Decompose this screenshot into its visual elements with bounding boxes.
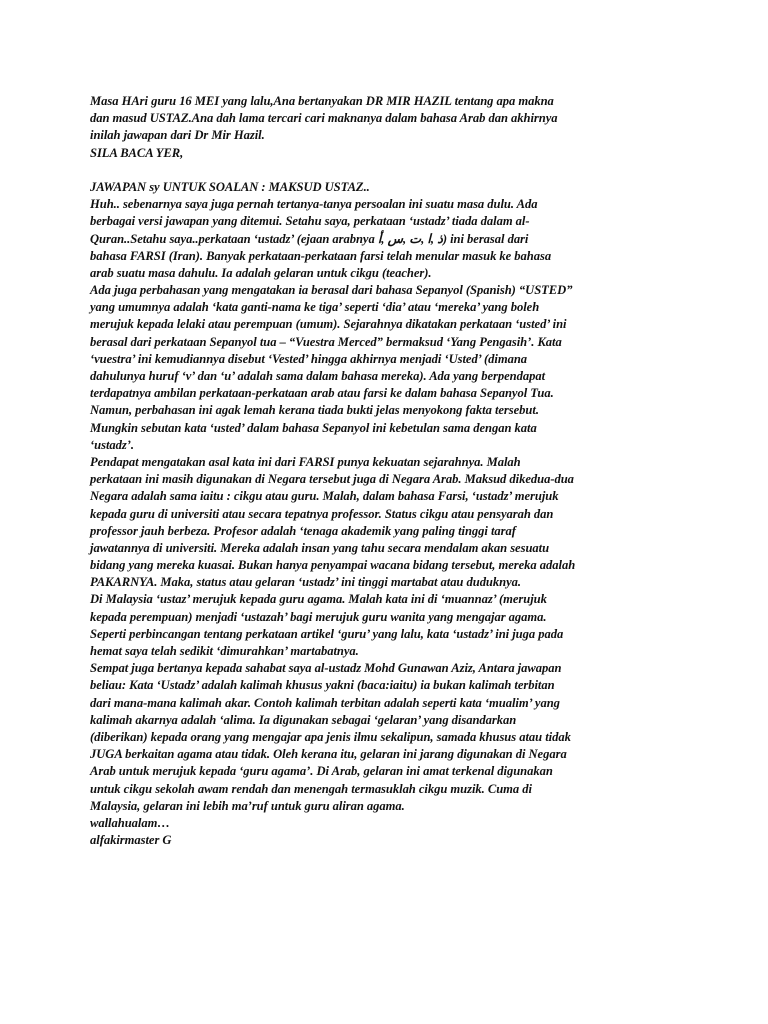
text-line: jawatannya di universiti. Mereka adalah insan yang tahu secara mendalam akan sesuatu <box>90 540 550 555</box>
text-line: bidang yang mereka kuasai. Bukan hanya penyampai wacana bidang tersebut, mereka adalah <box>90 558 576 573</box>
text-line: Namun, perbahasan ini agak lemah kerana tiada bukti jelas menyokong fakta tersebut. <box>90 403 539 418</box>
text-line: arab suatu masa dahulu. Ia adalah gelaran untuk cikgu (teacher). <box>90 265 432 280</box>
text-line: terdapatnya ambilan perkataan-perkataan arab atau farsi ke dalam bahasa Sepanyol Tua. <box>90 386 554 401</box>
text-line: merujuk kepada lelaki atau perempuan (umum). Sejarahnya dikatakan perkataan ‘usted’ ini <box>90 317 567 332</box>
text-line: JUGA berkaitan agama atau tidak. Oleh kerana itu, gelaran ini jarang digunakan di Negara <box>90 747 567 762</box>
text-line: JAWAPAN sy UNTUK SOALAN : MAKSUD USTAZ.. <box>90 179 370 194</box>
text-line: alfakirmaster G <box>90 833 172 848</box>
text-line: kepada guru di universiti atau secara tepatnya professor. Status cikgu atau pensyarah dan <box>90 506 554 521</box>
text-line: Malaysia, gelaran ini lebih ma’ruf untuk guru aliran agama. <box>90 798 405 813</box>
text-line: SILA BACA YER, <box>90 145 184 160</box>
text-line: Ada juga perbahasan yang mengatakan ia berasal dari bahasa Sepanyol (Spanish) “USTED” <box>90 283 573 298</box>
text-line: bahasa FARSI (Iran). Banyak perkataan-perkataan farsi telah menular masuk ke bahasa <box>90 248 552 263</box>
text-line: Di Malaysia ‘ustaz’ merujuk kepada guru agama. Malah kata ini di ‘muannaz’ (merujuk <box>90 592 547 607</box>
text-line: berbagai versi jawapan yang ditemui. Setahu saya, perkataan ‘ustadz’ tiada dalam al- <box>90 214 530 229</box>
text-line: Negara adalah sama iaitu : cikgu atau guru. Malah, dalam bahasa Farsi, ‘ustadz’ merujuk <box>90 489 559 504</box>
text-line: Pendapat mengatakan asal kata ini dari FARSI punya kekuatan sejarahnya. Malah <box>90 454 521 469</box>
blank-line <box>90 162 680 179</box>
text-line: dan masud USTAZ.Ana dah lama tercari cari maknanya dalam bahasa Arab dan akhirnya <box>90 111 558 126</box>
text-line: Seperti perbincangan tentang perkataan artikel ‘guru’ yang lalu, kata ‘ustadz’ ini juga pada <box>90 626 564 641</box>
text-line: Arab untuk merujuk kepada ‘guru agama’. Di Arab, gelaran ini amat terkenal digunakan <box>90 764 553 779</box>
text-line: Huh.. sebenarnya saya juga pernah tertanya-tanya persoalan ini suatu masa dulu. Ada <box>90 197 538 212</box>
text-line: wallahualam… <box>90 815 170 830</box>
text-line: dari mana-mana kalimah akar. Contoh kalimah terbitan adalah seperti kata ‘mualim’ yang <box>90 695 560 710</box>
text-line: beliau: Kata ‘Ustadz’ adalah kalimah khusus yakni (baca:iaitu) ia bukan kalimah terbitan <box>90 678 555 693</box>
text-line: Masa HAri guru 16 MEI yang lalu,Ana bertanyakan DR MIR HAZIL tentang apa makna <box>90 94 554 108</box>
text-line: kalimah akarnya adalah ‘alima. Ia digunakan sebagai ‘gelaran’ yang disandarkan <box>90 712 517 727</box>
text-line: Mungkin sebutan kata ‘usted’ dalam bahasa Sepanyol ini kebetulan sama dengan kata <box>90 420 537 435</box>
text-line: ‘vuestra’ ini kemudiannya disebut ‘Vested’ hingga akhirnya menjadi ‘Usted’ (dimana <box>90 351 528 366</box>
text-line: dahulunya huruf ‘v’ dan ‘u’ adalah sama dalam bahasa mereka). Ada yang berpendapat <box>90 369 546 383</box>
text-line: ‘ustadz’. <box>90 437 134 452</box>
text-line: berasal dari perkataan Sepanyol tua – “Vuestra Merced” bermaksud ‘Yang Pengasih’. Kata <box>90 334 562 349</box>
text-line: (diberikan) kepada orang yang mengajar apa jenis ilmu sekalipun, samada khusus atau tidak <box>90 729 571 744</box>
text-line: inilah jawapan dari Dr Mir Hazil. <box>90 128 265 143</box>
text-line: Sempat juga bertanya kepada sahabat saya al-ustadz Mohd Gunawan Aziz, Antara jawapan <box>90 661 562 676</box>
text-line: kepada perempuan) menjadi ‘ustazah’ bagi merujuk guru wanita yang mengajar agama. <box>90 609 547 624</box>
text-line: PAKARNYA. Maka, status atau gelaran ‘ustadz’ ini tinggi martabat atau duduknya. <box>90 575 521 590</box>
text-line: hemat saya telah sedikit ‘dimurahkan’ martabatnya. <box>90 644 359 658</box>
text-line: yang umumnya adalah ‘kata ganti-nama ke tiga’ seperti ‘dia’ atau ‘mereka’ yang boleh <box>90 300 540 315</box>
text-line: perkataan ini masih digunakan di Negara tersebut juga di Negara Arab. Maksud dikedua-dua <box>90 472 574 487</box>
document-body-text <box>90 93 680 849</box>
text-line: Quran..Setahu saya..perkataan ‘ustadz’ (ejaan arabnya ذ ,ا ,ت ,س ,أ) ini berasal dari <box>90 231 529 246</box>
text-line: professor jauh berbeza. Profesor adalah ‘tenaga akademik yang paling tinggi taraf <box>90 523 516 538</box>
text-line: untuk cikgu sekolah awam rendah dan menengah termasuklah cikgu muzik. Cuma di <box>90 781 532 796</box>
